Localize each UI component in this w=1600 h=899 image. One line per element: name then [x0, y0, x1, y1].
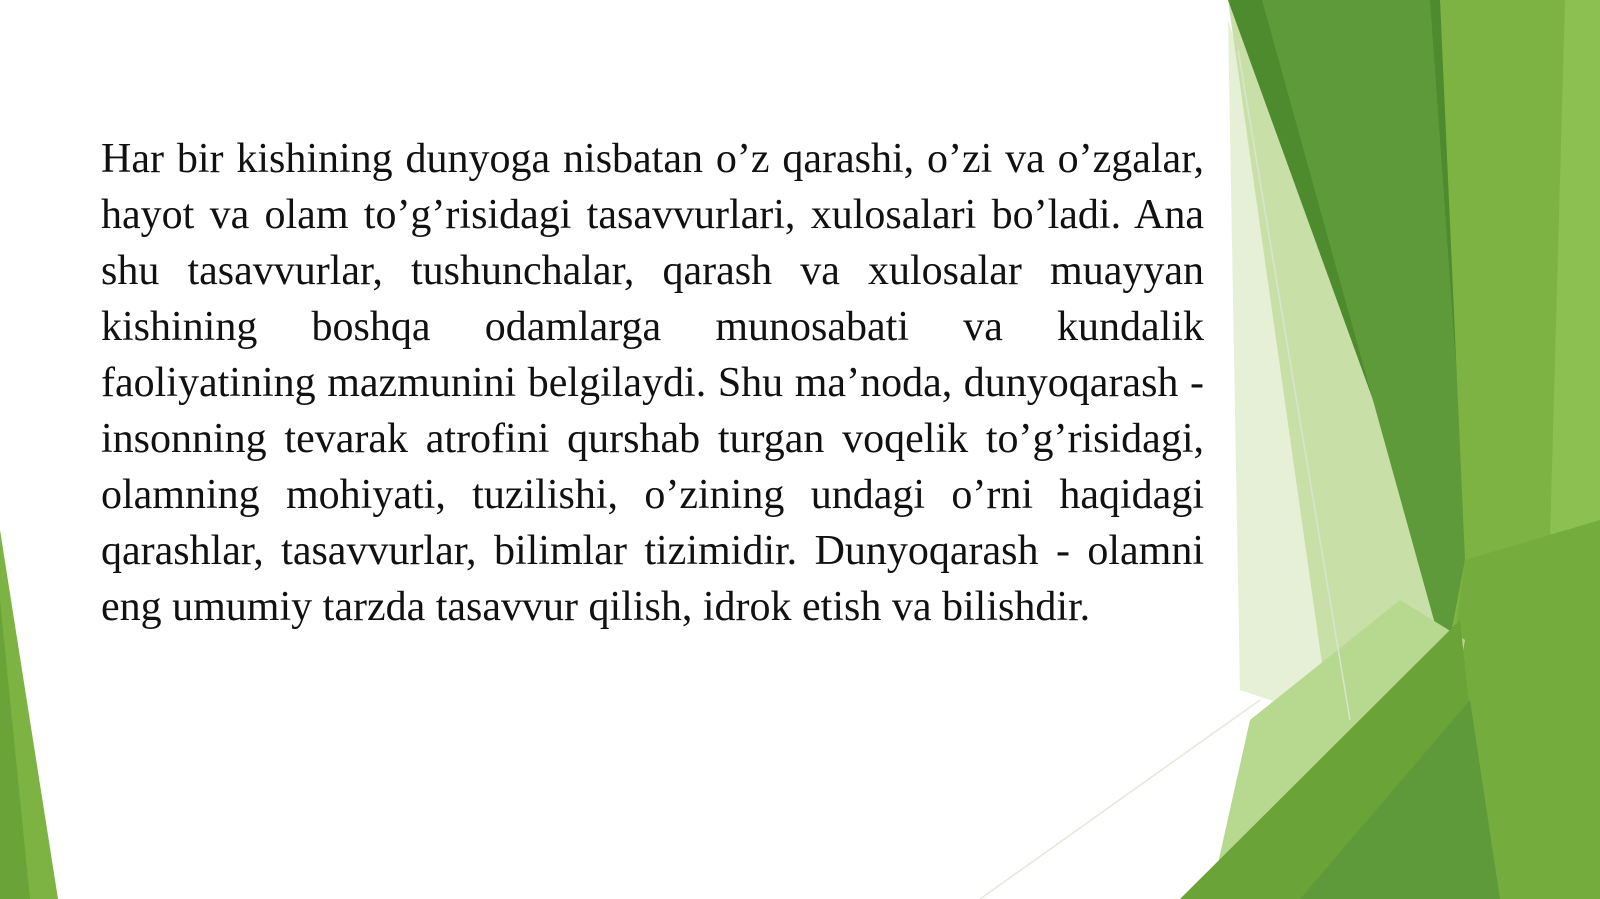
slide-body-text: Har bir kishining dunyoga nisbatan o’z qarashi, o’zi va o’zgalar, hayot va olam to’g’risidagi tasavvurlari, xulosalari bo’ladi. Ana shu tasavvurlar, tushunchalar, qarash va xulosalar muayyan kishining boshqa odamlarga munosabati va kundalik faoliyatining mazmunini belgilaydi. Shu ma’noda, dunyoqarash - insonning tevarak atrofini qurshab turgan voqelik to’g’risidagi, olamning mohiyati, tuzilishi, o’zining undagi o’rni haqidagi qarashlar, tasavvurlar, bilimlar tizimidir. Dunyoqarash - olamni eng umumiy tarzda tasavvur qilish, idrok etish va bilishdir. — [101, 136, 1204, 630]
